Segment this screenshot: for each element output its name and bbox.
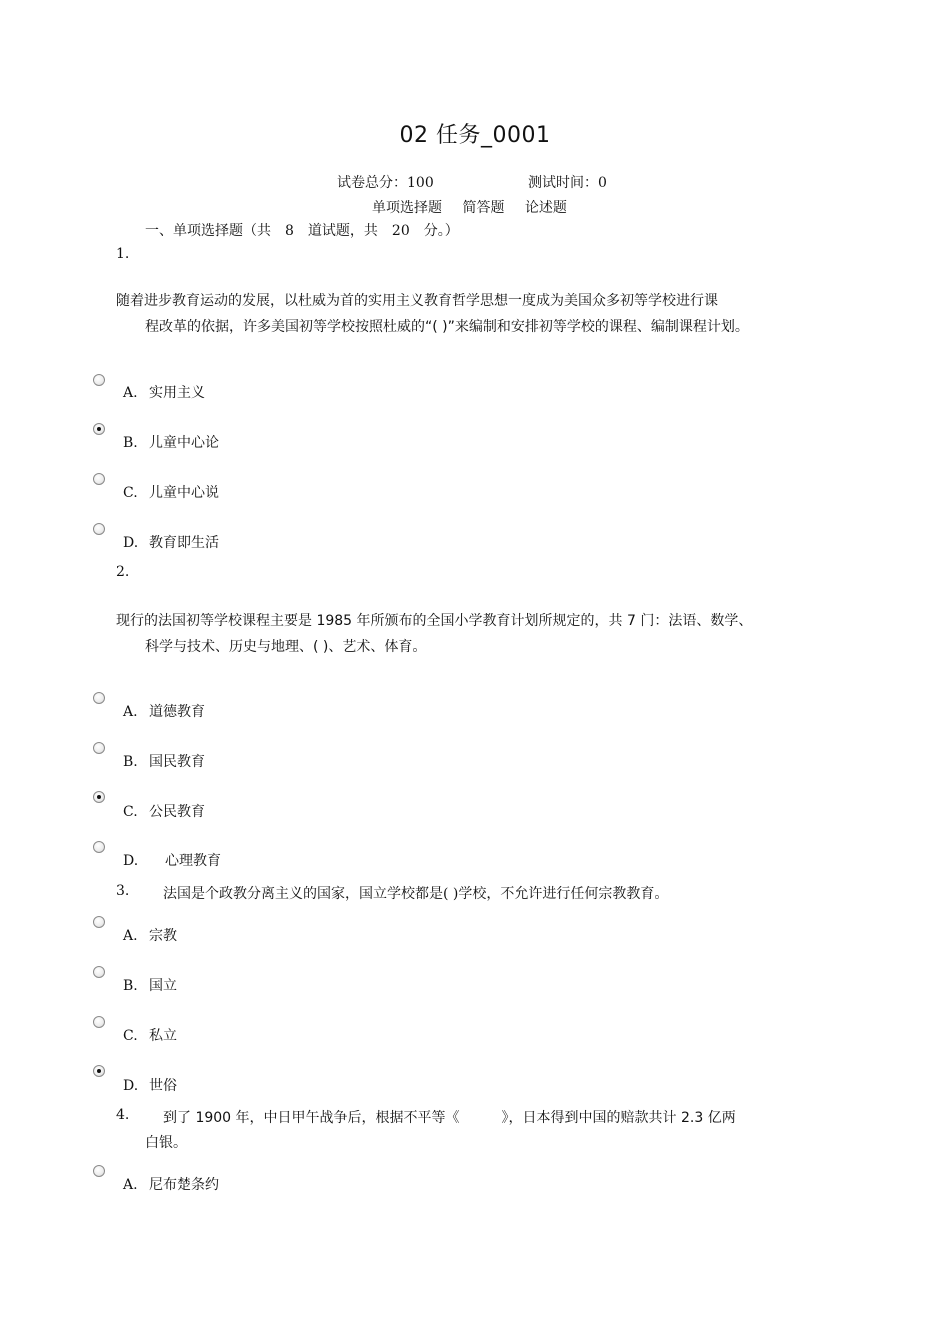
radio-button[interactable] [93, 1016, 105, 1028]
question-text-line: 随着进步教育运动的发展，以杜威为首的实用主义教育哲学思想一度成为美国众多初等学校进行课 [116, 293, 718, 309]
option-text: 心理教育 [165, 853, 221, 869]
option-label [123, 532, 219, 552]
question-text-line: 法国是个政教分离主义的国家，国立学校都是( )学校，不允许进行任何宗教教育。 [163, 886, 669, 902]
option-letter: B. [123, 978, 138, 994]
section-tabs [364, 197, 575, 217]
radio-button[interactable] [93, 1165, 105, 1177]
option-label [123, 850, 221, 870]
option-letter: D. [123, 535, 139, 551]
option-label [123, 1025, 177, 1045]
option-letter: A. [123, 704, 138, 720]
question-text-line: 程改革的依据，许多美国初等学校按照杜威的“( )”来编制和安排初等学校的课程、编制课程计划。 [145, 319, 749, 335]
question-text-line: 现行的法国初等学校课程主要是 1985 年所颁布的全国小学教育计划所规定的，共 7 门：法语、数学、 [116, 613, 753, 629]
option-text: 宗教 [149, 928, 177, 944]
radio-button[interactable] [93, 473, 105, 485]
question-text-line: 科学与技术、历史与地理、( )、艺术、体育。 [145, 639, 427, 655]
question-text-line: 白银。 [145, 1135, 187, 1151]
option-label [123, 925, 177, 945]
question-number: 2. [116, 564, 130, 580]
option-letter: C. [123, 804, 138, 820]
option-text: 国民教育 [149, 754, 205, 770]
option-text: 世俗 [149, 1078, 177, 1094]
question-number: 4. [116, 1107, 130, 1123]
option-letter: A. [123, 928, 138, 944]
option-label [123, 432, 219, 452]
test-time: 测试时间：0 [528, 175, 607, 191]
option-letter: A. [123, 1177, 138, 1193]
option-text: 公民教育 [149, 804, 205, 820]
radio-button[interactable] [93, 966, 105, 978]
option-label [123, 1075, 177, 1095]
option-text: 尼布楚条约 [149, 1177, 219, 1193]
option-text: 实用主义 [149, 385, 205, 401]
option-label [123, 975, 177, 995]
option-label [123, 1174, 219, 1194]
option-label [123, 801, 205, 821]
option-label [123, 701, 205, 721]
option-letter: D. [123, 853, 139, 869]
option-letter: B. [123, 435, 138, 451]
tab-short-answer[interactable]: 简答题 [462, 200, 505, 216]
question-number: 3. [116, 883, 130, 899]
question-text-line: 到了 1900 年，中日甲午战争后，根据不平等《 》，日本得到中国的赔款共计 2.3 亿两 [163, 1110, 736, 1126]
option-text: 儿童中心说 [149, 485, 219, 501]
option-text: 教育即生活 [149, 535, 219, 551]
radio-button-selected[interactable] [93, 423, 105, 435]
radio-button[interactable] [93, 841, 105, 853]
option-text: 儿童中心论 [149, 435, 219, 451]
tab-essay[interactable]: 论述题 [524, 200, 567, 216]
option-label [123, 482, 219, 502]
question-number: 1. [116, 246, 130, 262]
option-letter: C. [123, 1028, 138, 1044]
option-letter: A. [123, 385, 138, 401]
option-label [123, 751, 205, 771]
tab-single-choice[interactable]: 单项选择题 [372, 200, 442, 216]
total-score: 试卷总分：100 [337, 175, 434, 191]
radio-button-selected[interactable] [93, 791, 105, 803]
option-label [123, 382, 205, 402]
radio-button[interactable] [93, 742, 105, 754]
radio-button[interactable] [93, 523, 105, 535]
option-letter: C. [123, 485, 138, 501]
radio-button[interactable] [93, 374, 105, 386]
option-text: 私立 [149, 1028, 177, 1044]
radio-button[interactable] [93, 916, 105, 928]
radio-button-selected[interactable] [93, 1065, 105, 1077]
radio-button[interactable] [93, 692, 105, 704]
page-title: 02 任务_0001 [399, 123, 551, 148]
option-text: 国立 [149, 978, 177, 994]
option-letter: D. [123, 1078, 139, 1094]
option-text: 道德教育 [149, 704, 205, 720]
section-heading: 一、单项选择题（共 8 道试题，共 20 分。） [145, 223, 459, 239]
option-letter: B. [123, 754, 138, 770]
